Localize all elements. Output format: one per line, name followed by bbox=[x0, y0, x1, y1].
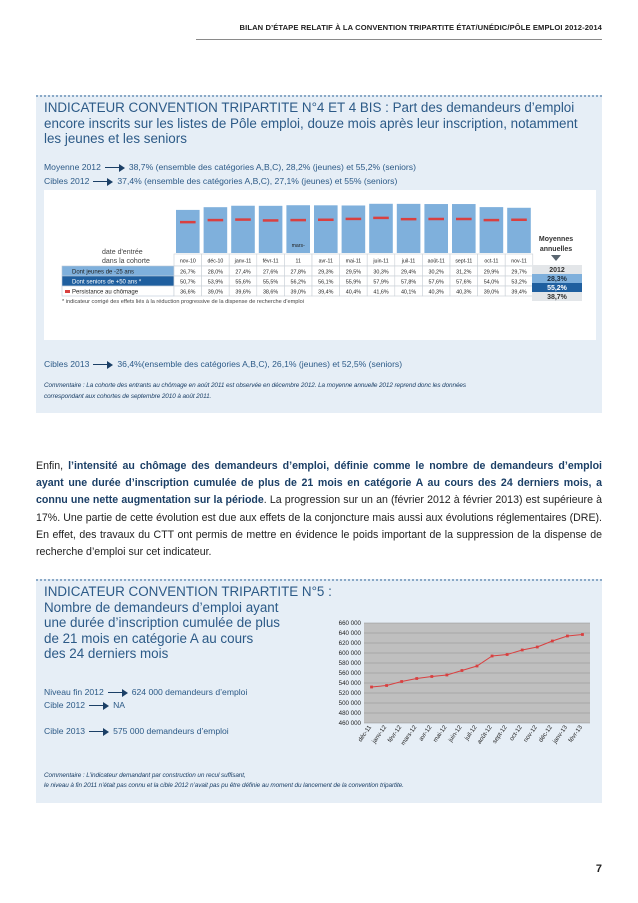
moyenne-2012-line bbox=[44, 162, 416, 172]
persistence-marker bbox=[208, 219, 224, 222]
indicator-5-box bbox=[36, 579, 602, 803]
cibles-2013-line bbox=[44, 359, 402, 369]
niveau-2012-value: 624 000 demandeurs d’emploi bbox=[131, 687, 248, 697]
persistence-marker bbox=[346, 218, 362, 221]
category-label: août-11 bbox=[427, 258, 445, 265]
data-point bbox=[430, 675, 433, 678]
arrow-icon bbox=[108, 689, 128, 697]
indicator-4-box bbox=[36, 95, 602, 413]
data-label: 54,0% bbox=[483, 279, 500, 286]
x-tick-label: nov-12 bbox=[522, 724, 539, 744]
data-label: 39,4% bbox=[318, 289, 334, 296]
data-point bbox=[581, 633, 584, 636]
category-label: avr-11 bbox=[318, 258, 333, 265]
moyenne-2012-value: 38,7% (ensemble des catégories A,B,C), 28,2% (jeunes) et 55,2% (seniors) bbox=[128, 162, 416, 172]
category-label: juin-11 bbox=[373, 258, 389, 265]
comment-line-1: Commentaire : L’indicateur demandant par construction un recul suffisant, bbox=[44, 772, 246, 779]
y-tick-label: 660 000 bbox=[338, 620, 361, 628]
data-label: 38,6% bbox=[262, 289, 279, 296]
data-point bbox=[400, 680, 403, 683]
persistence-marker bbox=[180, 221, 196, 224]
persistence-marker bbox=[373, 217, 389, 220]
data-point bbox=[370, 686, 373, 689]
indicator-5-title-line3: une durée d’inscription cumulée de plus bbox=[44, 615, 280, 630]
x-tick-label: avr-12 bbox=[417, 724, 434, 743]
data-label: 53,9% bbox=[207, 279, 224, 286]
category-label: nov-10 bbox=[179, 258, 196, 265]
niveau-2012-label: Niveau fin 2012 bbox=[44, 687, 104, 697]
x-tick-label: sept-12 bbox=[491, 724, 509, 746]
bar-seniors bbox=[314, 205, 338, 253]
data-label: 40,3% bbox=[456, 289, 472, 296]
data-point bbox=[476, 665, 479, 668]
bar-seniors bbox=[369, 204, 393, 253]
persistence-marker bbox=[235, 218, 251, 221]
cible-2012-label: Cible 2012 bbox=[44, 700, 86, 710]
data-label: 30,2% bbox=[428, 269, 444, 276]
cibles-2012-value: 37,4% (ensemble des catégories A,B,C), 27,1% (jeunes) et 55% (seniors) bbox=[117, 176, 398, 186]
data-label: 57,6% bbox=[428, 279, 444, 286]
y-tick-label: 640 000 bbox=[338, 630, 361, 638]
indicator-5-title bbox=[44, 584, 332, 662]
data-label: 39,0% bbox=[290, 289, 306, 296]
arrow-icon bbox=[93, 178, 113, 186]
x-tick-label: juil-12 bbox=[463, 724, 479, 742]
cible-2013-line bbox=[44, 726, 229, 736]
data-label: 26,7% bbox=[180, 269, 196, 276]
x-tick-label: déc-11 bbox=[356, 724, 374, 744]
y-tick-label: 460 000 bbox=[338, 720, 361, 728]
header-rule bbox=[196, 39, 602, 40]
data-label: 40,4% bbox=[345, 289, 362, 296]
indicator-4-comment bbox=[44, 380, 584, 402]
legend-marker-persistence bbox=[65, 290, 70, 293]
bar-seniors bbox=[507, 208, 531, 253]
arrow-icon bbox=[89, 702, 109, 710]
cibles-2012-line bbox=[44, 176, 397, 186]
persistence-marker bbox=[484, 219, 500, 222]
category-label: 11 bbox=[295, 258, 301, 265]
data-point bbox=[551, 640, 554, 643]
legend-youth: Dont jeunes de -25 ans bbox=[72, 269, 135, 276]
data-label: 39,0% bbox=[483, 289, 500, 296]
data-label: 57,9% bbox=[373, 279, 389, 286]
paragraph-intro: Enfin, bbox=[36, 460, 69, 472]
data-label: 36,6% bbox=[180, 289, 196, 296]
data-label: 27,8% bbox=[290, 269, 306, 276]
legend-seniors: Dont seniors de +50 ans * bbox=[72, 279, 142, 286]
cible-2013-label: Cible 2013 bbox=[44, 726, 86, 736]
bar-seniors bbox=[480, 207, 504, 253]
arrow-icon bbox=[105, 164, 125, 172]
niveau-2012-line bbox=[44, 687, 247, 697]
cohort-chart bbox=[44, 190, 596, 340]
x-tick-label: janv-13 bbox=[551, 724, 570, 745]
arrow-icon bbox=[93, 361, 113, 369]
x-tick-label: déc-12 bbox=[537, 724, 554, 744]
chart-footnote: * indicateur corrigé des effets liés à la réduction progressive de la dispense de recherche d'emploi bbox=[62, 299, 304, 305]
comment-line-2: le niveau à fin 2011 n’était pas connu et la cible 2012 n’avait pas pu être définie au moment du lancement de la convention tripartite. bbox=[44, 782, 404, 789]
data-label: 31,2% bbox=[456, 269, 472, 276]
data-label: 55,6% bbox=[235, 279, 251, 286]
category-label: sept-11 bbox=[455, 258, 473, 265]
category-label: janv-11 bbox=[234, 258, 252, 265]
data-label: 40,3% bbox=[428, 289, 444, 296]
x-tick-label: févr-13 bbox=[567, 724, 585, 744]
x-tick-label: janv-12 bbox=[370, 724, 389, 745]
persistence-marker bbox=[428, 218, 444, 221]
cibles-2012-label: Cibles 2012 bbox=[44, 176, 90, 186]
cibles-2013-value: 36,4%(ensemble des catégories A,B,C), 26,1% (jeunes) et 52,5% (seniors) bbox=[117, 359, 403, 369]
data-label: 29,3% bbox=[318, 269, 334, 276]
x-tick-label: mai-12 bbox=[431, 724, 449, 744]
category-label: mai-11 bbox=[345, 258, 362, 265]
bar-seniors bbox=[424, 204, 448, 253]
data-label: 55,5% bbox=[262, 279, 279, 286]
data-label: 57,6% bbox=[456, 279, 472, 286]
average-youth: 28,3% bbox=[547, 276, 567, 283]
data-label: 39,6% bbox=[235, 289, 251, 296]
data-point bbox=[521, 649, 524, 652]
data-label: 55,9% bbox=[345, 279, 362, 286]
data-point bbox=[536, 646, 539, 649]
cible-2013-value: 575 000 demandeurs d’emploi bbox=[113, 726, 229, 736]
averages-title-line1: Moyennes bbox=[538, 236, 574, 243]
data-label: 56,2% bbox=[290, 279, 306, 286]
data-label: 28,0% bbox=[207, 269, 224, 276]
x-tick-label: mars-12 bbox=[399, 724, 419, 747]
indicator-5-chart bbox=[328, 617, 596, 769]
data-label: 40,1% bbox=[400, 289, 417, 296]
category-label: juil-11 bbox=[401, 258, 416, 265]
data-label: 50,7% bbox=[180, 279, 196, 286]
x-tick-label: août-12 bbox=[475, 724, 494, 746]
category-label: déc-10 bbox=[207, 258, 224, 265]
x-tick-label: oct-12 bbox=[508, 724, 524, 743]
data-label: 29,4% bbox=[400, 269, 417, 276]
y-tick-label: 500 000 bbox=[338, 700, 361, 708]
indicator-5-chart-panel bbox=[328, 617, 596, 769]
comment-line-2: correspondant aux cohortes de septembre 2010 à août 2011. bbox=[44, 393, 212, 400]
data-point bbox=[491, 655, 494, 658]
data-label: 53,2% bbox=[511, 279, 527, 286]
y-tick-label: 520 000 bbox=[338, 690, 361, 698]
data-point bbox=[566, 635, 569, 638]
x-tick-label: févr-12 bbox=[386, 724, 404, 744]
data-label: 39,4% bbox=[511, 289, 527, 296]
y-tick-label: 600 000 bbox=[338, 650, 361, 658]
category-label: oct-11 bbox=[484, 258, 499, 265]
cible-2012-line bbox=[44, 700, 125, 710]
data-point bbox=[445, 674, 448, 677]
persistence-marker bbox=[401, 218, 417, 221]
x-axis-label-line2: dans la cohorte bbox=[102, 258, 150, 265]
average-seniors: 55,2% bbox=[547, 285, 567, 292]
data-label: 39,0% bbox=[207, 289, 224, 296]
bar-seniors bbox=[397, 204, 421, 253]
persistence-marker bbox=[290, 219, 306, 222]
indicator-5-title-line1: INDICATEUR CONVENTION TRIPARTITE N°5 : bbox=[44, 584, 332, 599]
legend-persistence: Persistance au chômage bbox=[72, 289, 139, 296]
comment-line-1: Commentaire : La cohorte des entrants au chômage en août 2011 est observée en décembre 2012. La moyenne annuelle 2012 reprend donc les données bbox=[44, 382, 466, 389]
average-persistence: 38,7% bbox=[547, 294, 567, 301]
y-tick-label: 560 000 bbox=[338, 670, 361, 678]
cibles-2013-label: Cibles 2013 bbox=[44, 359, 90, 369]
page-number: 7 bbox=[595, 863, 602, 875]
bar-seniors bbox=[452, 204, 476, 253]
averages-year: 2012 bbox=[549, 267, 565, 274]
paragraph-bold: l’intensité au chômage des demandeurs d’emploi, définie comme le nombre de demandeurs d’emploi ayant une durée d’inscription cumulée de plus de 21 mois en catégorie A au cours des 24 derniers mois, a connu une nette augmentation sur la période bbox=[36, 460, 602, 507]
moyenne-2012-label: Moyenne 2012 bbox=[44, 162, 101, 172]
cible-2012-value: NA bbox=[113, 700, 126, 710]
data-point bbox=[415, 677, 418, 680]
data-label: 41,6% bbox=[373, 289, 389, 296]
y-tick-label: 540 000 bbox=[338, 680, 361, 688]
running-header: BILAN D’ÉTAPE RELATIF À LA CONVENTION TRIPARTITE ÉTAT/UNÉDIC/PÔLE EMPLOI 2012-2014 bbox=[239, 23, 602, 32]
indicator-5-title-line4: de 21 mois en catégorie A au cours bbox=[44, 630, 254, 646]
arrow-icon bbox=[89, 728, 109, 736]
indicator-5-title-line5: des 24 derniers mois bbox=[44, 646, 169, 661]
data-label: 56,1% bbox=[318, 279, 334, 286]
data-label: 29,7% bbox=[511, 269, 527, 276]
data-label: 29,5% bbox=[345, 269, 362, 276]
data-label: 27,6% bbox=[262, 269, 279, 276]
persistence-marker bbox=[511, 219, 527, 222]
body-paragraph bbox=[36, 458, 602, 561]
indicator-5-comment bbox=[44, 771, 584, 791]
persistence-marker bbox=[456, 218, 472, 221]
y-tick-label: 580 000 bbox=[338, 660, 361, 668]
indicator-4-title: INDICATEUR CONVENTION TRIPARTITE N°4 ET 4 BIS : Part des demandeurs d’emploi encore inscrits sur les listes de Pôle emploi, douze mois après leur inscription, notamment les jeunes et les seniors bbox=[44, 100, 578, 146]
data-point bbox=[461, 669, 464, 672]
category-label: mars- bbox=[291, 243, 305, 249]
bar-seniors bbox=[176, 210, 200, 253]
data-label: 29,9% bbox=[483, 269, 500, 276]
bar-seniors bbox=[259, 206, 283, 253]
persistence-marker bbox=[263, 219, 279, 222]
data-label: 27,4% bbox=[235, 269, 251, 276]
x-axis-label-line1: date d'entrée bbox=[102, 249, 143, 256]
data-label: 30,3% bbox=[373, 269, 389, 276]
indicator-5-title-line2: Nombre de demandeurs d’emploi ayant bbox=[44, 599, 279, 615]
paragraph-rest: . La progression sur un an (février 2012 à février 2013) est supérieure à 17%. Une partie de cette évolution est due aux effets de la conjoncture mais aussi aux évolutions réglementaires (DRE). En effet, des travaux du CTT ont permis de mettre en évidence le poids important de la suppression de la dispense de recherche d’emploi sur cet indicateur. bbox=[36, 494, 602, 559]
persistence-marker bbox=[318, 219, 334, 222]
bar-seniors bbox=[204, 207, 228, 253]
data-label: 57,8% bbox=[400, 279, 417, 286]
y-tick-label: 620 000 bbox=[338, 640, 361, 648]
bar-seniors bbox=[231, 206, 255, 253]
data-point bbox=[506, 653, 509, 656]
data-point bbox=[385, 684, 388, 687]
bar-seniors bbox=[342, 205, 366, 253]
y-tick-label: 480 000 bbox=[338, 710, 361, 718]
x-tick-label: juin-12 bbox=[447, 724, 464, 744]
averages-title-line2: annuelles bbox=[539, 246, 573, 253]
cohort-chart-panel bbox=[44, 190, 596, 340]
category-label: févr-11 bbox=[262, 258, 279, 265]
category-label: nov-11 bbox=[511, 258, 527, 265]
